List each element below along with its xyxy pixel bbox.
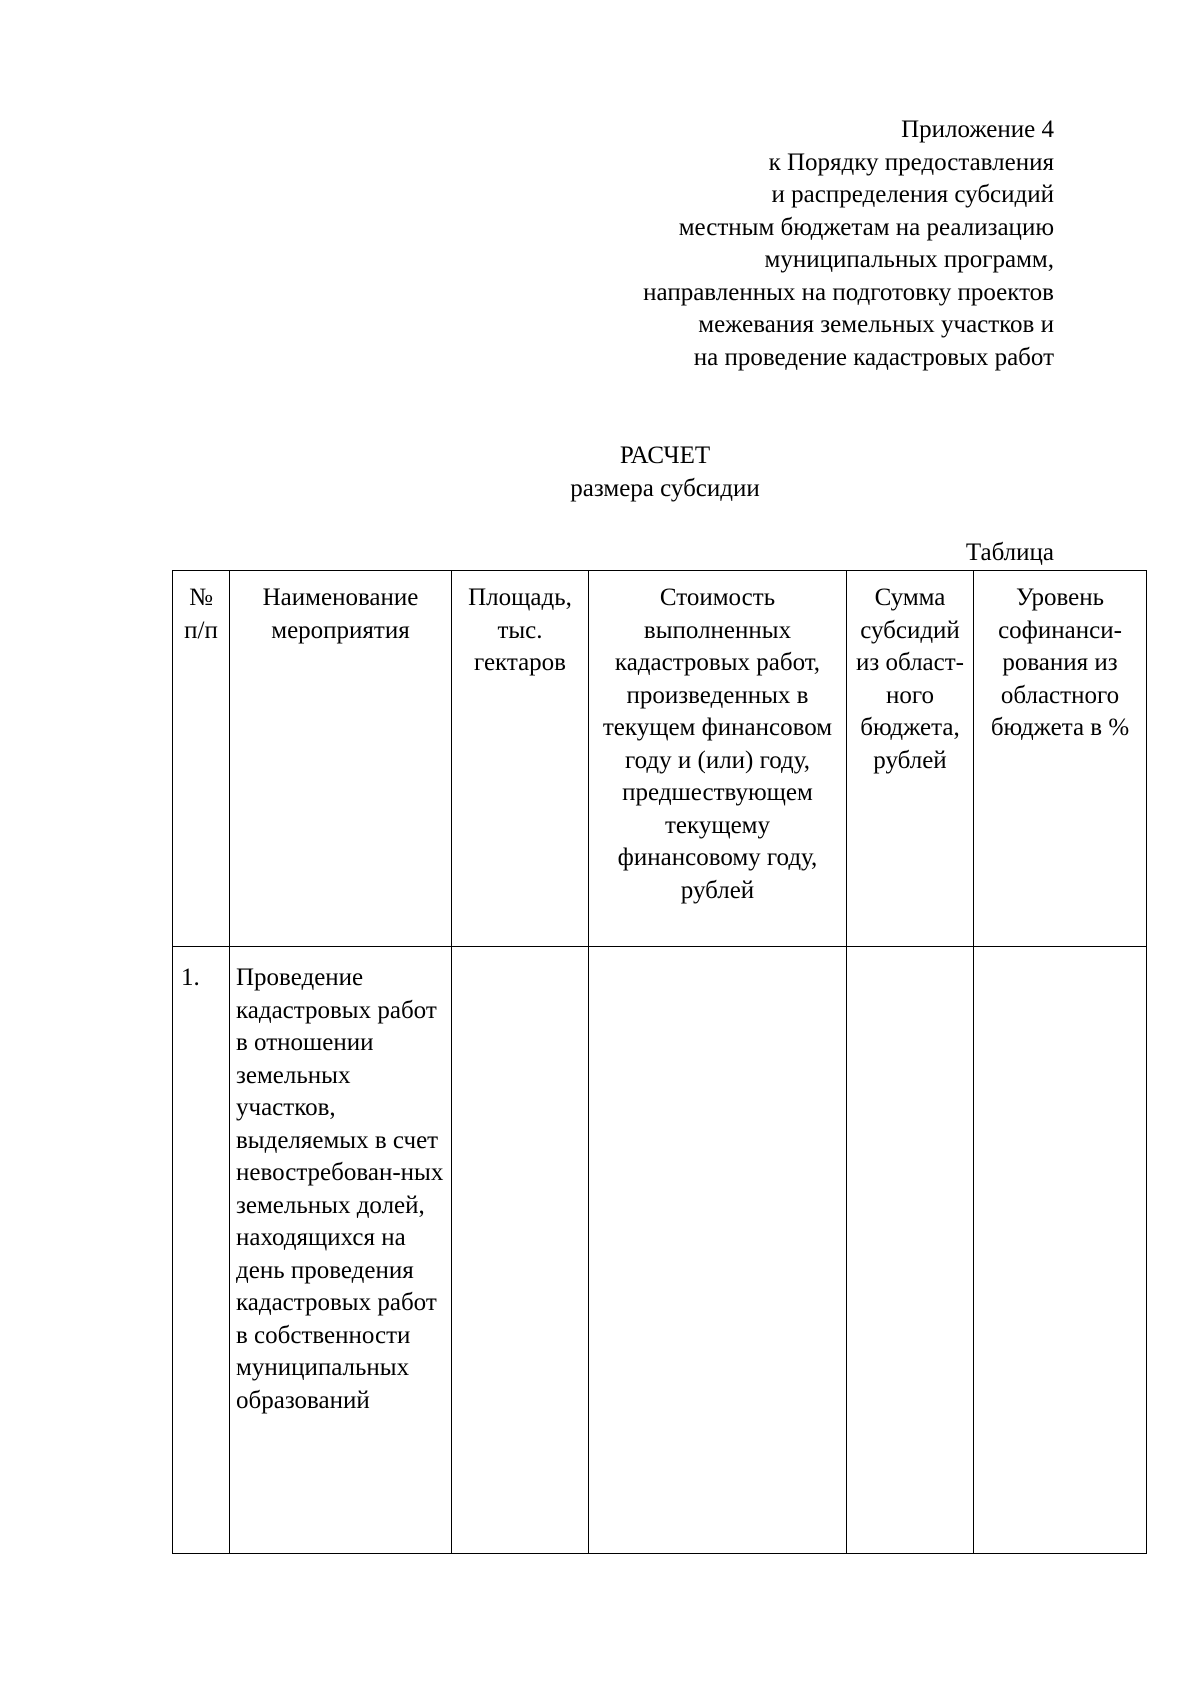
document-title: РАСЧЕТ xyxy=(619,442,711,469)
subsidy-calculation-table xyxy=(172,570,1147,1554)
cell-subsidy xyxy=(847,947,974,1554)
appendix-line: к Порядку предоставления xyxy=(768,148,1054,176)
cell-area xyxy=(452,947,589,1554)
column-header-number: № п/п xyxy=(173,571,230,947)
column-header-cost: Стоимость выполненных кадастровых работ, произведенных в текущем финансовом году и (или) году, предшествующем текущему финансовому году, рублей xyxy=(589,571,847,947)
column-header-cofinancing: Уровень софинанси-рования из областного бюджета в % xyxy=(974,571,1147,947)
appendix-line: межевания земельных участков и xyxy=(698,311,1054,338)
column-header-name: Наименование мероприятия xyxy=(230,571,452,947)
appendix-line: на проведение кадастровых работ xyxy=(693,343,1054,371)
appendix-line: направленных на подготовку проектов xyxy=(643,278,1054,306)
appendix-line: Приложение 4 xyxy=(901,116,1054,143)
cell-cofinancing xyxy=(974,947,1147,1554)
table-header-row xyxy=(173,571,1147,947)
appendix-header xyxy=(454,114,1054,374)
appendix-line: муниципальных программ, xyxy=(764,246,1054,273)
document-subtitle: размера субсидии xyxy=(570,475,760,502)
table-label: Таблица xyxy=(965,539,1054,566)
appendix-line: и распределения субсидий xyxy=(771,181,1054,208)
column-header-subsidy: Сумма субсидий из област-ного бюджета, рублей xyxy=(847,571,974,947)
appendix-line: местным бюджетам на реализацию xyxy=(678,213,1054,241)
cell-number: 1. xyxy=(173,947,230,1554)
column-header-area: Площадь, тыс. гектаров xyxy=(452,571,589,947)
cell-name: Проведение кадастровых работ в отношении земельных участков, выделяемых в счет невостребован-ных земельных долей, находящихся на день проведения кадастровых работ в собственности муниципальных образований xyxy=(230,947,452,1554)
cell-cost xyxy=(589,947,847,1554)
table-row xyxy=(173,947,1147,1554)
